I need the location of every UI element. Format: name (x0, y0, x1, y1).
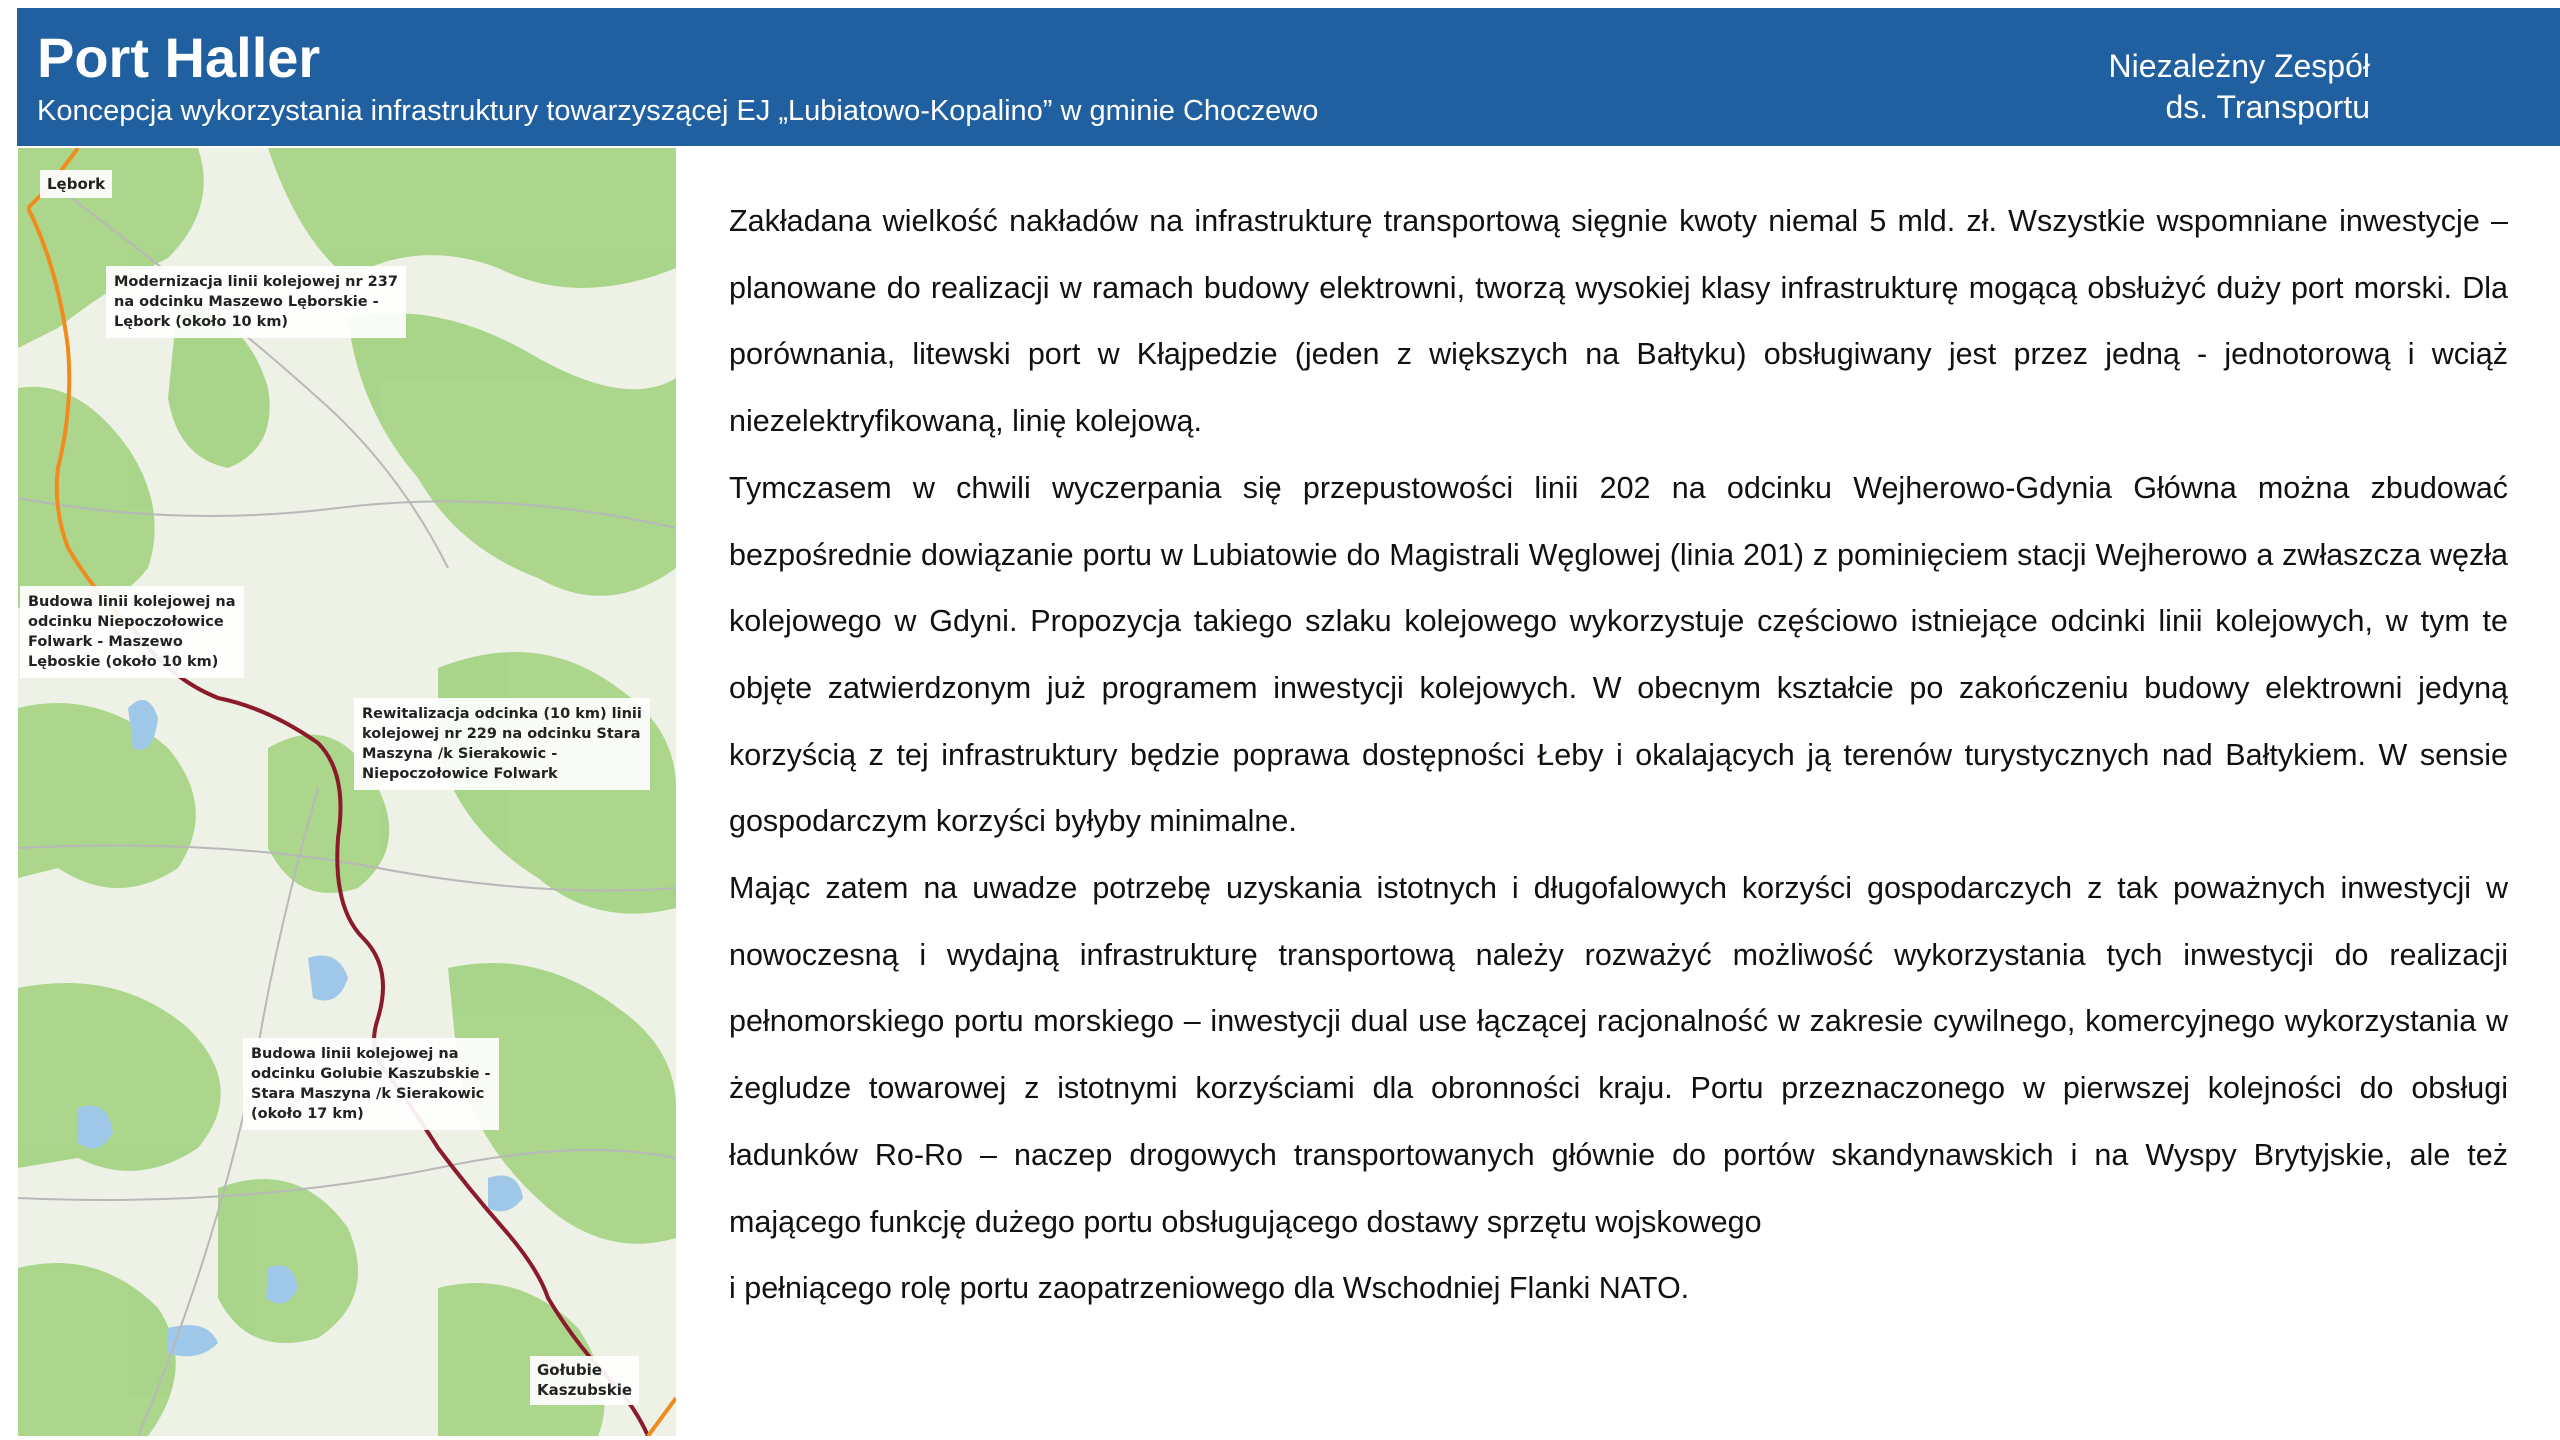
railway-map (18, 148, 676, 1436)
callout-modernizacja (106, 266, 406, 338)
callout-rewitalizacja (354, 698, 650, 790)
town-line: Kaszubskie (537, 1381, 633, 1400)
callout-line: odcinku Golubie Kaszubskie - (251, 1066, 491, 1082)
town-line: Gołubie (537, 1361, 602, 1379)
callout-line: Rewitalizacja odcinka (10 km) linii (362, 706, 642, 722)
callout-line: Budowa linii kolejowej na (28, 594, 236, 610)
page-subtitle: Koncepcja wykorzystania infrastruktury towarzyszącej EJ „Lubiatowo-Kopalino” w gminie Choczewo (37, 95, 1319, 127)
header-bar (17, 8, 2560, 146)
callout-line: kolejowej nr 229 na odcinku Stara (362, 726, 641, 742)
callout-line: Modernizacja linii kolejowej nr 237 (114, 274, 398, 290)
callout-budowa-niepoczolowice (20, 586, 244, 678)
callout-line: Maszyna /k Sierakowic - (362, 746, 558, 762)
callout-line: Budowa linii kolejowej na (251, 1046, 459, 1062)
callout-line: (około 17 km) (251, 1106, 364, 1122)
paragraph-2: Tymczasem w chwili wyczerpania się przepustowości linii 202 na odcinku Wejherowo-Gdynia Główna można zbudować bezpośrednie dowiązanie portu w Lubiatowie do Magistrali Węglowej (linia 201) z pominięciem stacji Wejherowo a zwłaszcza węzła kolejowego w Gdyni. Propozycja takiego szlaku kolejowego wykorzystuje częściowo istniejące odcinki linii kolejowych, w tym te objęte zatwierdzonym już programem inwestycji kolejowych. W obecnym kształcie po zakończeniu budowy elektrowni jedyną korzyścią z tej infrastruktury będzie poprawa dostępności Łeby i okalających ją terenów turystycznych nad Bałtykiem. W sensie gospodarczym korzyści byłyby minimalne. (729, 470, 2508, 839)
town-label-lebork: Lębork (40, 170, 112, 198)
paragraph-4: i pełniącego rolę portu zaopatrzeniowego dla Wschodniej Flanki NATO. (729, 1271, 1690, 1306)
callout-line: Niepoczołowice Folwark (362, 766, 558, 782)
org-line-2: ds. Transportu (2165, 88, 2370, 125)
town-label-golubie (530, 1356, 639, 1405)
page-title: Port Haller (37, 26, 321, 89)
org-line-1: Niezależny Zespół (2108, 48, 2370, 84)
paragraph-3: Mając zatem na uwadze potrzebę uzyskania istotnych i długofalowych korzyści gospodarczych z tak poważnych inwestycji w nowoczesną i wydajną infrastrukturę transportową należy rozważyć możliwość wykorzystania tych inwestycji do realizacji pełnomorskiego portu morskiego – inwestycji dual use łączącej racjonalność w zakresie cywilnego, komercyjnego wykorzystania w żegludze towarowej z istotnymi korzyściami dla obronności kraju. Portu przeznaczonego w pierwszej kolejności do obsługi ładunków Ro-Ro – naczep drogowych transportowanych głównie do portów skandynawskich i na Wyspy Brytyjskie, ale też mającego funkcję dużego portu obsługującego dostawy sprzętu wojskowego (729, 871, 2508, 1239)
callout-budowa-golubie (243, 1038, 499, 1130)
callout-line: Lębork (około 10 km) (114, 314, 289, 330)
callout-line: na odcinku Maszewo Lęborskie - (114, 294, 379, 310)
callout-line: odcinku Niepoczołowice (28, 614, 224, 630)
organization-name (2109, 46, 2370, 127)
callout-line: Lęboskie (około 10 km) (28, 654, 219, 670)
paragraph-1: Zakładana wielkość nakładów na infrastrukturę transportową sięgnie kwoty niemal 5 mld. zł. Wszystkie wspomniane inwestycje – planowane do realizacji w ramach budowy elektrowni, tworzą wysokiej klasy infrastrukturę mogącą obsłużyć duży port morski. Dla porównania, litewski port w Kłajpedzie (jeden z większych na Bałtyku) obsługiwany jest przez jedną - jednotorową i wciąż niezelektryfikowaną, linię kolejową. (729, 204, 2508, 439)
map-graphic (18, 148, 676, 1436)
body-text (729, 188, 2508, 1322)
callout-line: Folwark - Maszewo (28, 634, 183, 650)
callout-line: Stara Maszyna /k Sierakowic (251, 1086, 485, 1102)
